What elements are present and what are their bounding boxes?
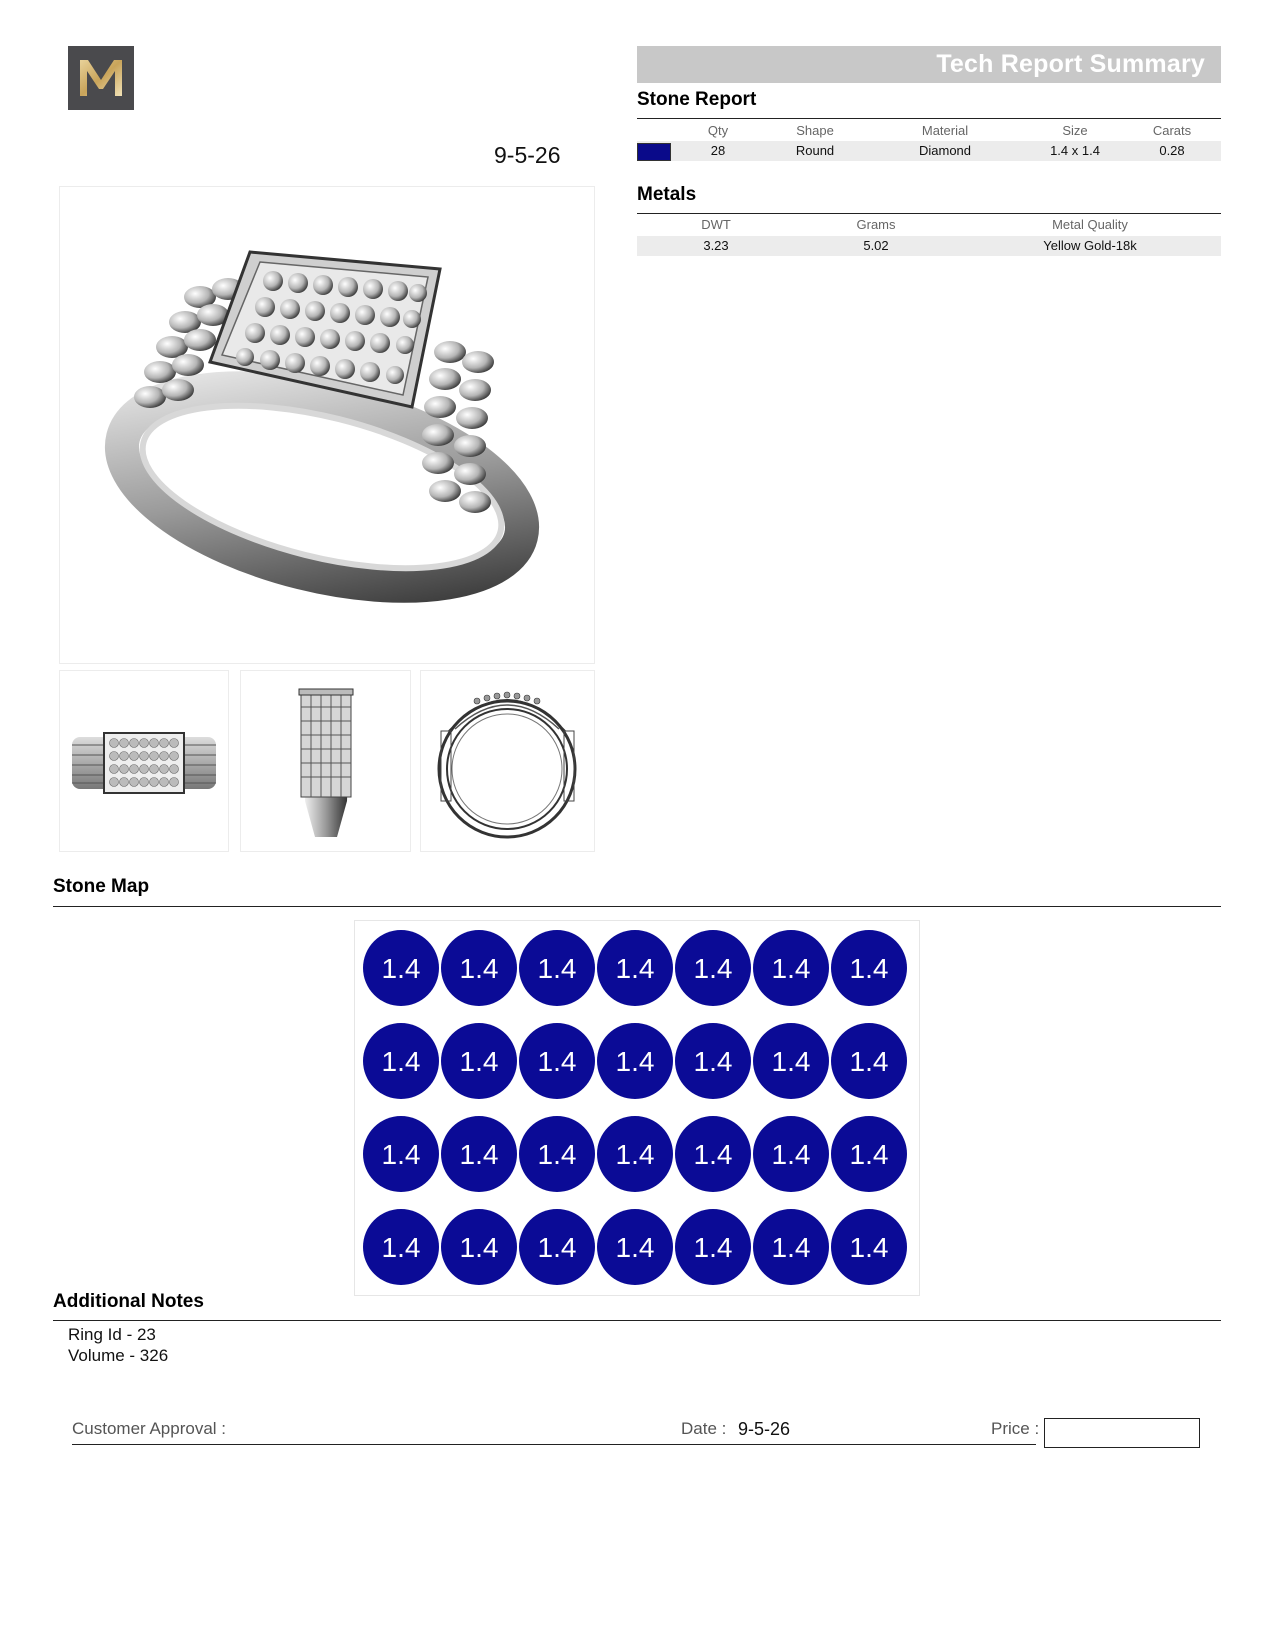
ring-top-view (59, 670, 229, 852)
stone-map (354, 920, 920, 1296)
col-qty: Qty (707, 123, 729, 138)
additional-notes-rule (53, 1320, 1221, 1321)
stone-size-label: 1.4 (381, 1139, 421, 1170)
metals-table (637, 215, 1221, 259)
stone-size-label: 1.4 (615, 953, 655, 984)
stone-report-rule (637, 118, 1221, 119)
stone-size-label: 1.4 (693, 1232, 733, 1263)
stone-size-label: 1.4 (615, 1232, 655, 1263)
stone-size-label: 1.4 (693, 1046, 733, 1077)
stone-report-table (637, 121, 1221, 165)
price-label: Price : (991, 1419, 1040, 1438)
price-field[interactable] (1044, 1418, 1200, 1448)
stone-report-heading: Stone Report (637, 89, 757, 110)
stone-size-label: 1.4 (459, 953, 499, 984)
stone-size-label: 1.4 (459, 1232, 499, 1263)
report-title-bar (637, 46, 1221, 83)
metal-dwt: 3.23 (703, 238, 729, 253)
stone-map-rule (53, 906, 1221, 907)
stone-size-label: 1.4 (615, 1046, 655, 1077)
col-dwt: DWT (701, 217, 731, 232)
note-ring-id: Ring Id - 23 (68, 1325, 156, 1344)
metals-header-row (637, 215, 1221, 235)
stone-size-label: 1.4 (459, 1139, 499, 1170)
stone-size-label: 1.4 (771, 953, 811, 984)
stone-size: 1.4 x 1.4 (1050, 143, 1100, 158)
note-volume: Volume - 326 (68, 1346, 169, 1365)
stone-size-label: 1.4 (381, 953, 421, 984)
stone-report-header-row (637, 121, 1221, 141)
stone-size-label: 1.4 (537, 1232, 577, 1263)
stone-size-label: 1.4 (615, 1139, 655, 1170)
stone-size-label: 1.4 (849, 953, 889, 984)
stone-map-heading: Stone Map (53, 876, 150, 897)
stone-size-label: 1.4 (849, 1232, 889, 1263)
ring-side-view (240, 670, 411, 852)
stone-size-label: 1.4 (381, 1046, 421, 1077)
approval-signature-line (72, 1444, 1036, 1445)
col-carats: Carats (1152, 123, 1192, 138)
stone-size-label: 1.4 (537, 1139, 577, 1170)
report-title: Tech Report Summary (936, 50, 1205, 78)
stone-color-swatch (637, 143, 671, 161)
approval-date: 9-5-26 (738, 1419, 791, 1439)
stone-material: Diamond (918, 143, 972, 158)
col-shape: Shape (796, 123, 834, 138)
col-material: Material (921, 123, 969, 138)
stone-size-label: 1.4 (537, 953, 577, 984)
col-metal-quality: Metal Quality (1052, 217, 1128, 232)
stone-size-label: 1.4 (849, 1139, 889, 1170)
metals-row (637, 236, 1221, 256)
stone-size-label: 1.4 (771, 1232, 811, 1263)
stone-size-label: 1.4 (459, 1046, 499, 1077)
additional-notes-heading: Additional Notes (53, 1291, 204, 1312)
stone-size-label: 1.4 (693, 953, 733, 984)
metal-grams: 5.02 (863, 238, 889, 253)
stone-report-row (637, 141, 1221, 161)
col-size: Size (1062, 123, 1088, 138)
stone-size-label: 1.4 (537, 1046, 577, 1077)
header-date: 9-5-26 (494, 142, 561, 168)
stone-size-label: 1.4 (771, 1046, 811, 1077)
ring-main-render (59, 186, 595, 664)
col-grams: Grams (856, 217, 896, 232)
stone-size-label: 1.4 (693, 1139, 733, 1170)
date-label: Date : (681, 1419, 727, 1438)
stone-carats: 0.28 (1159, 143, 1185, 158)
customer-approval-label: Customer Approval : (72, 1419, 227, 1438)
company-logo (68, 46, 134, 110)
stone-qty: 28 (710, 143, 726, 158)
ring-front-view (420, 670, 595, 852)
stone-shape: Round (795, 143, 835, 158)
metals-heading: Metals (637, 184, 697, 205)
metal-quality: Yellow Gold-18k (1043, 238, 1137, 253)
metals-rule (637, 213, 1221, 214)
stone-size-label: 1.4 (849, 1046, 889, 1077)
stone-size-label: 1.4 (381, 1232, 421, 1263)
stone-size-label: 1.4 (771, 1139, 811, 1170)
stone-map-grid (355, 921, 919, 1295)
